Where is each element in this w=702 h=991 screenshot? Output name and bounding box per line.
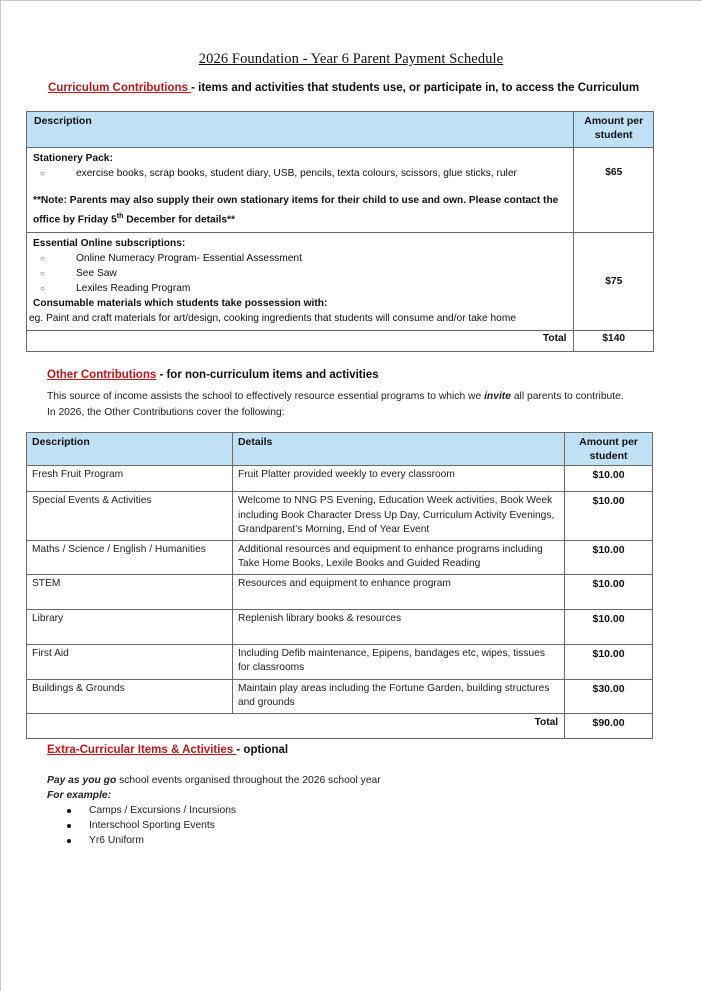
curriculum-heading-desc: - items and activities that students use, or participate in, to access the Curriculum [191, 82, 640, 94]
subscriptions-amount: $75 [574, 233, 654, 331]
stationery-note: **Note: Parents may also supply their own stationary items for their child to use and own. Please contact the office by Friday 5th December for details** [33, 195, 559, 226]
other-heading [47, 369, 379, 381]
extra-intro: Pay as you go school events organised throughout the 2026 school year For example: [47, 775, 381, 801]
header-description: Description [27, 112, 574, 148]
row-description: Library [27, 609, 233, 644]
row-amount: $10.00 [565, 609, 653, 644]
table-row [27, 148, 654, 233]
page-title: 2026 Foundation - Year 6 Parent Payment Schedule [198, 51, 504, 67]
list-item: ○ See Saw [40, 268, 117, 280]
row-description: Special Events & Activities [27, 492, 233, 541]
subscriptions-cell [27, 233, 574, 331]
extra-heading [47, 744, 288, 756]
other-contributions-table [26, 432, 653, 739]
extra-heading-label: Extra-Curricular Items & Activities [47, 744, 237, 756]
bullet-icon [67, 839, 71, 843]
list-item: Interschool Sporting Events [64, 818, 236, 833]
row-amount: $10.00 [565, 574, 653, 609]
table-row [27, 540, 653, 574]
consumables-text: eg. Paint and craft materials for art/design, cooking ingredients that students will consume and/or take home [29, 313, 517, 325]
other-heading-label: Other Contributions [47, 369, 157, 381]
table-row [27, 492, 653, 541]
row-description: First Aid [27, 644, 233, 679]
row-details: Including Defib maintenance, Epipens, bandages etc, wipes, tissues for classrooms [232, 644, 564, 679]
curriculum-heading-label: Curriculum Contributions [48, 82, 192, 94]
total-row [27, 713, 653, 738]
table-row [27, 233, 654, 331]
total-row [27, 331, 654, 352]
row-description: Fresh Fruit Program [27, 466, 233, 492]
stationery-title: Stationery Pack: [33, 153, 113, 164]
page-edge [0, 0, 702, 1]
row-amount: $30.00 [565, 679, 653, 713]
header-description: Description [27, 433, 233, 466]
total-label: Total [27, 713, 565, 738]
consumables-title: Consumable materials which students take possession with: [33, 298, 328, 310]
header-amount: Amount per student [565, 433, 653, 466]
table-row [27, 574, 653, 609]
list-item: ○ exercise books, scrap books, student diary, USB, pencils, texta colours, scissors, glue sticks, ruler [40, 168, 517, 179]
table-row [27, 466, 653, 492]
row-description: STEM [27, 574, 233, 609]
table-row [27, 609, 653, 644]
extra-list [64, 803, 236, 848]
stationery-amount: $65 [574, 148, 654, 233]
total-amount: $140 [574, 331, 654, 352]
curriculum-heading [48, 82, 639, 94]
list-item: Yr6 Uniform [64, 833, 236, 848]
curriculum-table [26, 111, 654, 352]
subscriptions-title: Essential Online subscriptions: [33, 238, 186, 250]
stationery-cell [27, 148, 574, 233]
row-amount: $10.00 [565, 540, 653, 574]
table-row [27, 644, 653, 679]
circle-bullet-icon: ○ [40, 169, 45, 178]
bullet-icon [67, 824, 71, 828]
row-details: Additional resources and equipment to enhance programs including Take Home Books, Lexile Books and Guided Reading [232, 540, 564, 574]
total-amount: $90.00 [565, 713, 653, 738]
row-details: Fruit Platter provided weekly to every classroom [232, 466, 564, 492]
other-intro: This source of income assists the school to effectively resource essential programs to which we invite all parents to contribute. In 2026, the Other Contributions cover the following: [47, 391, 624, 418]
other-heading-desc: - for non-curriculum items and activities [156, 369, 379, 381]
header-amount: Amount per student [574, 112, 654, 148]
extra-heading-desc: - optional [236, 744, 289, 756]
row-description: Buildings & Grounds [27, 679, 233, 713]
row-details: Welcome to NNG PS Evening, Education Week activities, Book Week including Book Character Dress Up Day, Curriculum Activity Evenings, Grandparent’s Morning, End of Year Event [232, 492, 564, 541]
row-amount: $10.00 [565, 492, 653, 541]
circle-bullet-icon: ○ [40, 269, 45, 279]
row-description: Maths / Science / English / Humanities [27, 540, 233, 574]
header-details: Details [232, 433, 564, 466]
row-amount: $10.00 [565, 644, 653, 679]
total-label: Total [27, 331, 574, 352]
row-amount: $10.00 [565, 466, 653, 492]
list-item: ○ Lexiles Reading Program [40, 283, 191, 295]
row-details: Maintain play areas including the Fortune Garden, building structures and grounds [232, 679, 564, 713]
row-details: Resources and equipment to enhance program [232, 574, 564, 609]
table-header-row [27, 433, 653, 466]
circle-bullet-icon: ○ [40, 254, 45, 264]
bullet-icon [67, 809, 71, 813]
table-row [27, 679, 653, 713]
circle-bullet-icon: ○ [40, 284, 45, 294]
list-item: Camps / Excursions / Incursions [64, 803, 236, 818]
table-header-row [27, 112, 654, 148]
row-details: Replenish library books & resources [232, 609, 564, 644]
list-item: ○ Online Numeracy Program- Essential Assessment [40, 253, 302, 265]
page-edge [0, 0, 1, 991]
